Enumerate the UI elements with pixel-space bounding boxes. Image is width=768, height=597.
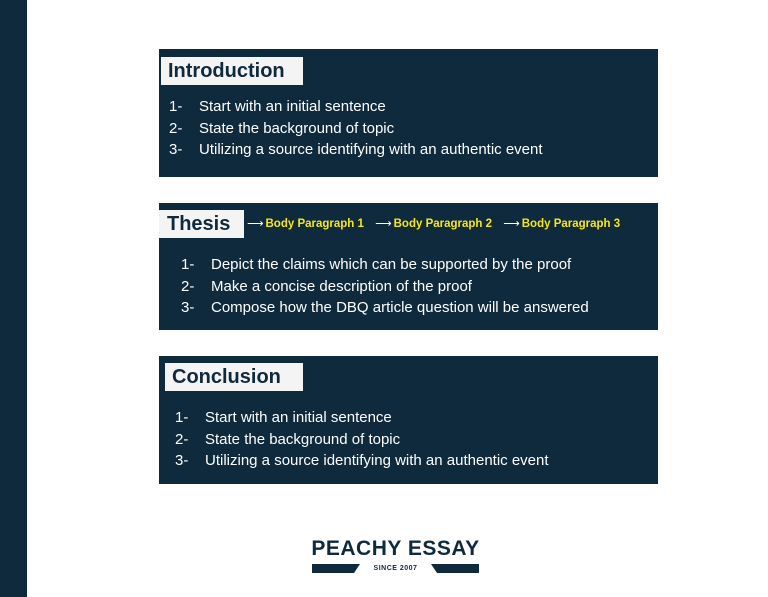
arrow-right-icon: ⟶ [375,218,392,230]
peachy-essay-logo [311,536,480,576]
thesis-label: Thesis [159,210,244,238]
conclusion-section [159,356,658,484]
list-item: 1- Start with an initial sentence [169,98,386,115]
thesis-section [159,203,658,330]
logo-wordmark: PEACHY ESSAY [311,537,480,560]
logo-tagline: SINCE 2007 [373,565,418,572]
introduction-section [159,49,658,177]
list-item: 3- Utilizing a source identifying with an authentic event [175,452,549,469]
thesis-steps [181,254,589,319]
list-item: 2- Make a concise description of the proof [181,277,472,295]
list-item: 3- Utilizing a source identifying with an authentic event [169,141,543,158]
flow-item: Body Paragraph 1 [265,218,364,230]
list-item: 1- Depict the claims which can be supported by the proof [181,256,572,273]
list-item: 3- Compose how the DBQ article question will be answered [181,299,589,316]
list-item: 2- State the background of topic [169,119,395,137]
flow-item: Body Paragraph 2 [393,218,493,230]
list-item: 2- State the background of topic [175,430,401,448]
left-accent-bar [0,0,27,597]
list-item: 1- Start with an initial sentence [175,409,392,426]
introduction-steps [169,96,543,161]
body-paragraph-flow [247,216,628,230]
flow-item: Body Paragraph 3 [521,218,621,230]
conclusion-steps [175,407,549,472]
introduction-label: Introduction [161,57,303,85]
arrow-right-icon: ⟶ [503,218,520,230]
conclusion-label: Conclusion [165,363,303,391]
arrow-right-icon: ⟶ [247,218,264,230]
